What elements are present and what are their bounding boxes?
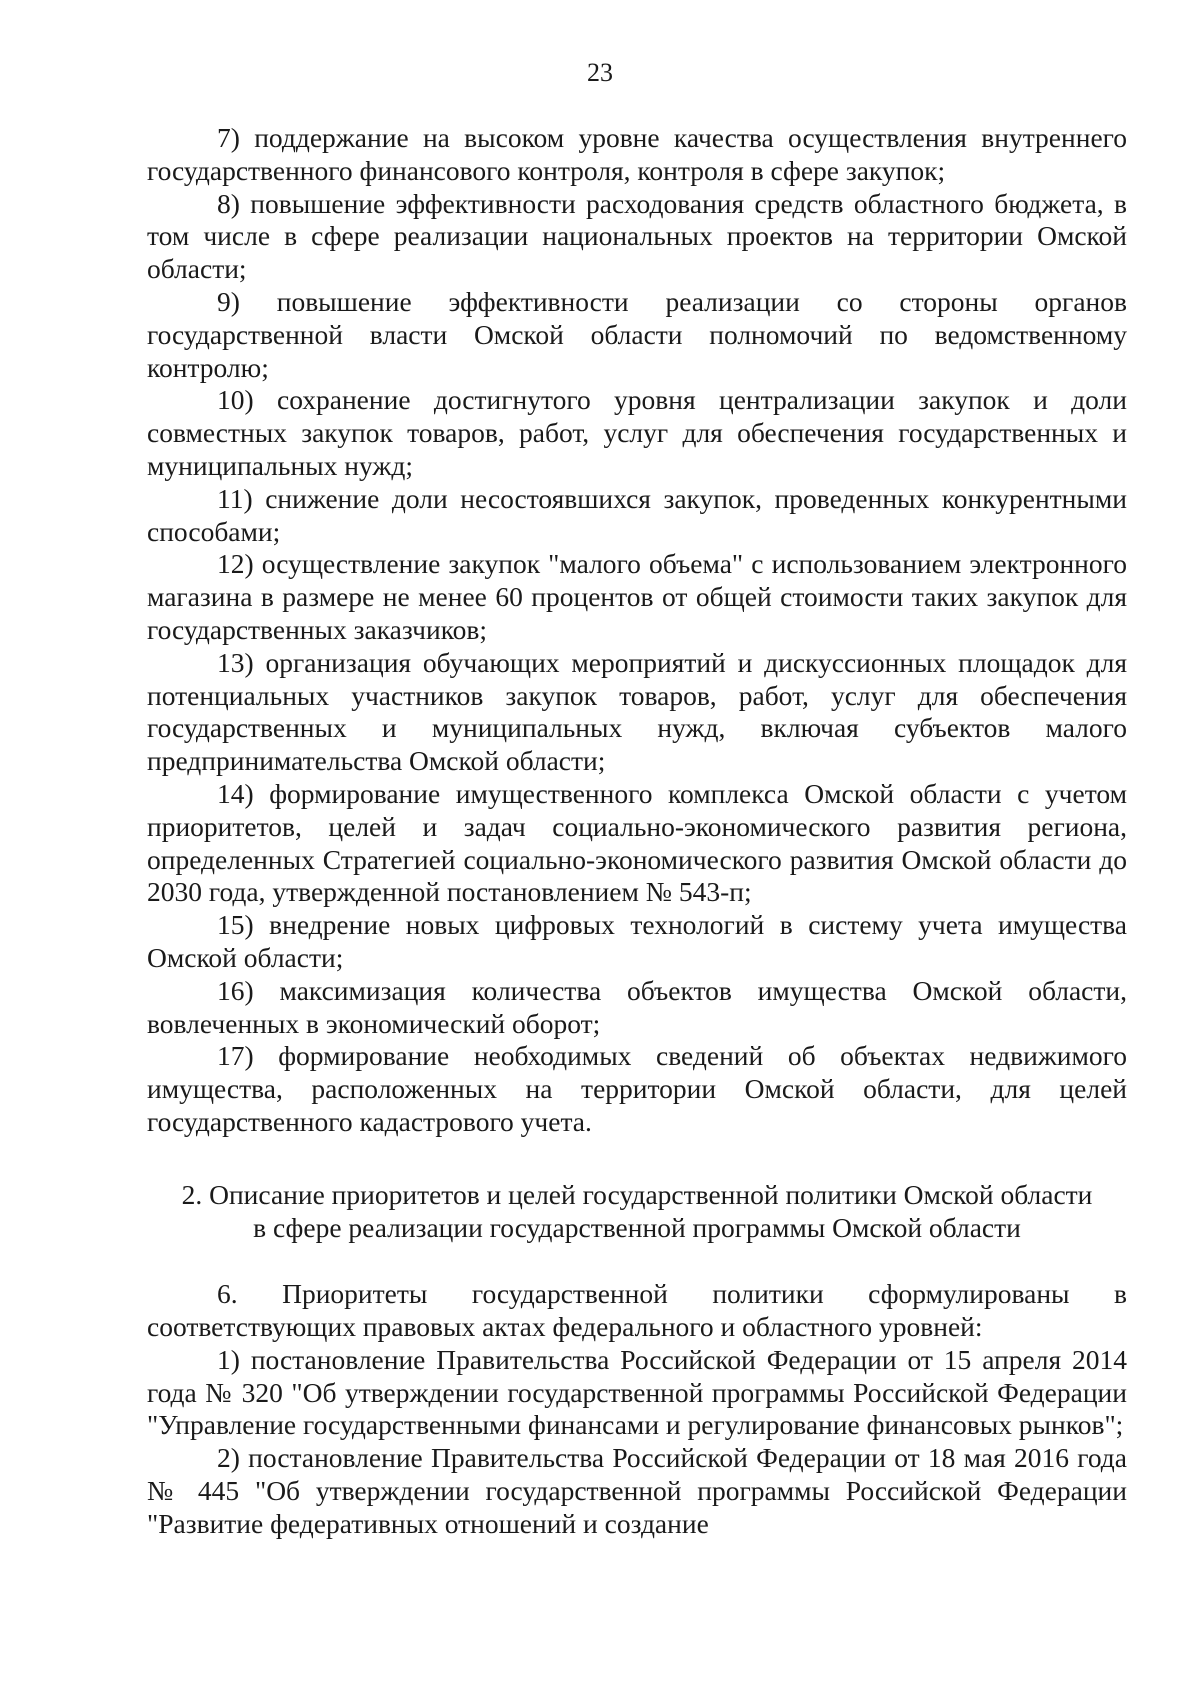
section-heading-line-2: в сфере реализации государственной программы Омской области [253, 1211, 1021, 1243]
list-item-13: 13) организация обучающих мероприятий и дискуссионных площадок для потенциальных участников закупок товаров, работ, услуг для обеспечения государственных и муниципальных нужд, включая субъектов малого предпринимательства Омской области; [147, 646, 1127, 777]
list-item-12: 12) осуществление закупок "малого объема" с использованием электронного магазина в размере не менее 60 процентов от общей стоимости таких закупок для государственных заказчиков; [147, 548, 1127, 645]
paragraph-decree-445: 2) постановление Правительства Российской Федерации от 18 мая 2016 года № 445 "Об утверждении государственной программы Российской Федерации "Развитие федеративных отношений и создание [147, 1442, 1127, 1539]
list-item-8: 8) повышение эффективности расходования средств областного бюджета, в том числе в сфере реализации национальных проектов на территории Омской области; [147, 187, 1127, 285]
list-item-9: 9) повышение эффективности реализации со стороны органов государственной власти Омской области полномочий по ведомственному контролю; [147, 285, 1127, 383]
list-item-10: 10) сохранение достигнутого уровня централизации закупок и доли совместных закупок товаров, работ, услуг для обеспечения государственных и муниципальных нужд; [147, 384, 1127, 481]
list-item-15: 15) внедрение новых цифровых технологий в систему учета имущества Омской области; [147, 909, 1127, 973]
list-item-14: 14) формирование имущественного комплекса Омской области с учетом приоритетов, целей и задач социально-экономического развития региона, определенных Стратегией социально-экономического развития Омской области до 2030 года, утвержденной постановлением № 543-п; [147, 777, 1127, 908]
paragraph-6-priorities: 6. Приоритеты государственной политики сформулированы в соответствующих правовых актах федерального и областного уровней: [147, 1278, 1127, 1343]
section-heading [147, 1179, 1127, 1245]
section-heading-line-1: 2. Описание приоритетов и целей государственной политики Омской области [181, 1178, 1093, 1210]
page-number: 23 [587, 58, 613, 87]
document-body [147, 122, 1127, 1541]
paragraph-decree-320: 1) постановление Правительства Российской Федерации от 15 апреля 2014 года № 320 "Об утверждении государственной программы Российской Федерации "Управление государственными финансами и регулирование финансовых рынков"; [147, 1343, 1127, 1441]
list-item-17: 17) формирование необходимых сведений об объектах недвижимого имущества, расположенных на территории Омской области, для целей государственного кадастрового учета. [147, 1040, 1127, 1137]
list-item-16: 16) максимизация количества объектов имущества Омской области, вовлеченных в экономический оборот; [147, 974, 1127, 1039]
list-item-11: 11) снижение доли несостоявшихся закупок, проведенных конкурентными способами; [147, 482, 1127, 547]
list-item-7: 7) поддержание на высоком уровне качества осуществления внутреннего государственного финансового контроля, контроля в сфере закупок; [147, 122, 1127, 186]
